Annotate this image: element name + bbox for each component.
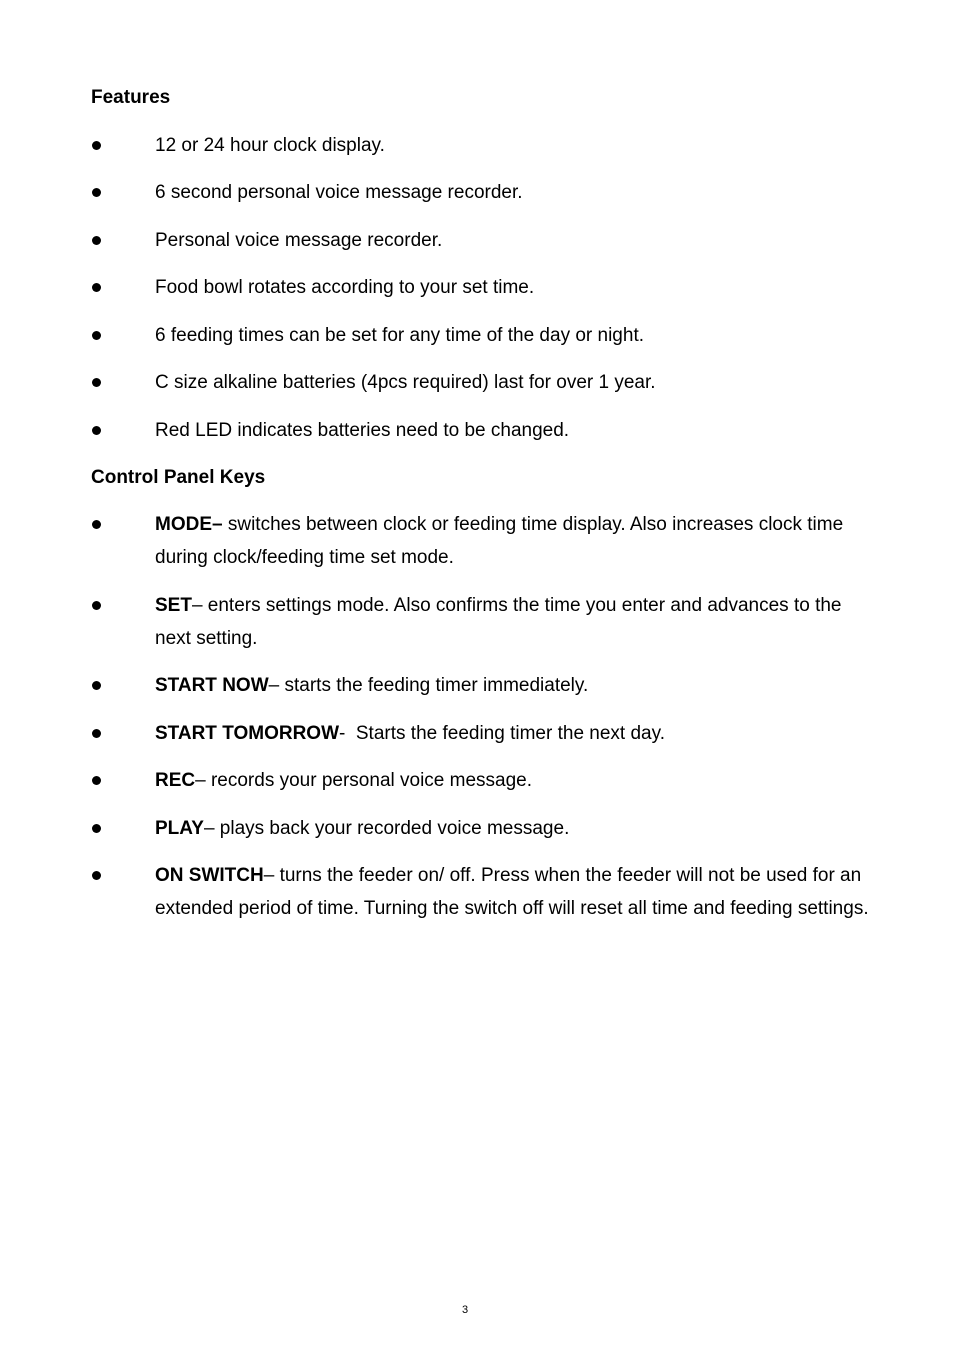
bullet-icon bbox=[91, 764, 103, 797]
bullet-icon bbox=[91, 717, 103, 750]
feature-text: Personal voice message recorder. bbox=[155, 230, 443, 251]
key-description: – plays back your recorded voice message. bbox=[203, 818, 570, 839]
feature-text: 12 or 24 hour clock display. bbox=[155, 135, 385, 156]
key-description: – turns the feeder on/ off. Press when the feeder will not be used for an extended period of time. Turning the switch off will reset all time and feeding settings. bbox=[155, 865, 869, 919]
control-key-text bbox=[155, 764, 871, 797]
feature-text: 6 second personal voice message recorder. bbox=[155, 182, 523, 203]
key-name: START TOMORROW bbox=[155, 723, 339, 744]
bullet-icon bbox=[91, 508, 103, 541]
bullet-icon bbox=[91, 129, 103, 162]
bullet-icon bbox=[91, 669, 103, 702]
key-name: ON SWITCH bbox=[155, 865, 264, 886]
key-description: switches between clock or feeding time display. Also increases clock time during clock/feeding time set mode. bbox=[155, 514, 844, 568]
control-key-text bbox=[155, 589, 871, 655]
features-heading: Features bbox=[91, 87, 171, 108]
key-description: - Starts the feeding timer the next day. bbox=[339, 723, 665, 744]
bullet-icon bbox=[91, 812, 103, 845]
bullet-icon bbox=[91, 366, 103, 399]
feature-text: 6 feeding times can be set for any time of the day or night. bbox=[155, 325, 644, 346]
control-key-text bbox=[155, 859, 871, 925]
key-name: SET bbox=[155, 595, 192, 616]
bullet-icon bbox=[91, 271, 103, 304]
key-name: PLAY bbox=[155, 818, 204, 839]
control-panel-heading: Control Panel Keys bbox=[91, 467, 266, 488]
bullet-icon bbox=[91, 319, 103, 352]
key-name: REC bbox=[155, 770, 196, 791]
feature-text: Food bowl rotates according to your set time. bbox=[155, 277, 535, 298]
control-key-text bbox=[155, 508, 871, 574]
key-description: – enters settings mode. Also confirms the time you enter and advances to the next setting. bbox=[155, 595, 842, 649]
key-description: – records your personal voice message. bbox=[195, 770, 533, 791]
bullet-icon bbox=[91, 589, 103, 622]
control-key-text bbox=[155, 812, 871, 845]
control-key-text bbox=[155, 717, 871, 750]
key-name: START NOW bbox=[155, 675, 269, 696]
page-number: 3 bbox=[461, 1304, 469, 1316]
feature-text: Red LED indicates batteries need to be changed. bbox=[155, 420, 570, 441]
bullet-icon bbox=[91, 859, 103, 892]
key-name: MODE– bbox=[155, 514, 223, 535]
bullet-icon bbox=[91, 224, 103, 257]
bullet-icon bbox=[91, 414, 103, 447]
feature-text: C size alkaline batteries (4pcs required) last for over 1 year. bbox=[155, 372, 656, 393]
key-description: – starts the feeding timer immediately. bbox=[268, 675, 589, 696]
bullet-icon bbox=[91, 176, 103, 209]
control-key-text bbox=[155, 669, 871, 702]
